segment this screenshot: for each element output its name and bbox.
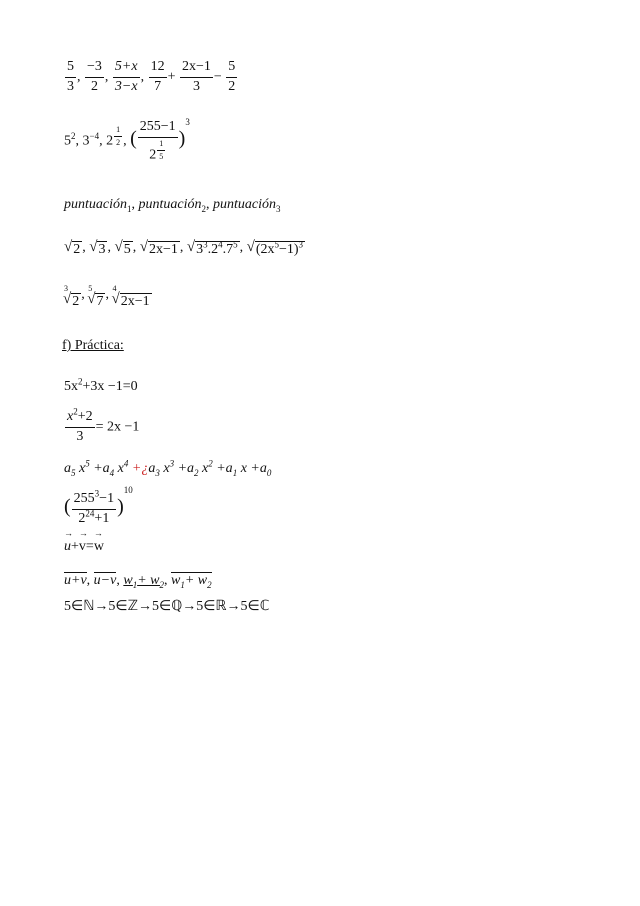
subscript-row: puntuación$_1$, puntuación$_2$, puntuación$_3$ [64,197,281,214]
powers-row: $5^2$, $3^{-4}$, 2 $^{\frac{1}{2}}$ , ( 255−1 2 $^{\frac{1}{5}}$ )$^3$ [64,117,190,163]
sqrt-5: √ 5 [114,239,131,257]
vector-v: → v [79,540,86,554]
sqrt-2x-1: √ 2x−1 [139,239,178,257]
number-sets-chain: 5∈ℕ→5∈ℤ→5∈ℚ→5∈ℝ→5∈ℂ [64,599,270,614]
fraction-255m1-over-2pow: 255−1 2 $^{\frac{1}{5}}$ [139,119,176,163]
exp-fraction-1-2: 1 2 [116,125,121,148]
roots-row: √ 2 , √ 3 , √ 5 , √ 2x−1 , √ $3^3.2^4.7^5$ , √ $(2x^5-1)^3$ [64,239,304,257]
fractions-row: $\frac{5}{3}$ , $\frac{-3}{2}$ , $\frac{5+x}{3-x}$ , $\frac{12}{7}$ + $\frac{2x-1}{3}$ − $\frac{5}{2}$ [67,59,236,94]
overline-row: u+v, u−v, $w_1+ w_2$, $w_1+ w_2$ [64,573,212,590]
vector-u: → u [64,540,71,554]
error-glyph: +¿ [131,461,149,476]
sqrt-power: √ $(2x^5-1)^3$ [246,239,304,257]
fraction-2xm1-3: $\frac{2x-1}{3}$ [181,59,211,94]
power-fraction: ( $\frac{255^3-1}{2^{24}+1}$ )$^{10}$ [64,484,133,526]
overline-u-minus-v: u−v [93,573,117,588]
fourth-root-2x-1: 4 √ 2x−1 [111,284,150,309]
equation-quadratic: $5x^2+3x -1=0$ [64,376,138,394]
polynomial: $a_5$ $x^5 +a_4$ $x^4$ $+¿a_3$ $x^3 +a_2$ $x^2 +a_1$ $x +a_0$ [64,458,272,478]
overline-w1-plus-w2: $w_1+ w_2$ [170,573,212,590]
fraction-12-7: $\frac{12}{7}$ [150,59,165,94]
underline-w1-plus-w2: $w_1+ w_2$ [123,573,164,590]
sqrt-2: √ 2 [64,239,81,257]
fraction-neg3-2: $\frac{-3}{2}$ [87,59,102,94]
sqrt-product: √ $3^3.2^4.7^5$ [186,239,238,257]
fifth-root-7: 5 √ 7 [87,284,104,309]
nth-roots-row: 3 √ 2 , 5 √ 7 , 4 √ 2x−1 [63,284,150,309]
cube-root-2: 3 √ 2 [63,284,80,309]
fraction-5px-3mx: $\frac{5+x}{3-x}$ [114,59,138,94]
fraction-5-2: $\frac{5}{2}$ [228,59,236,94]
section-title: f) Práctica: [62,338,124,353]
vector-equation: → u+→ v=→ w [64,540,104,554]
fraction-5-3: $\frac{5}{3}$ [67,59,74,94]
overline-u-plus-v: u+v [64,573,87,588]
equation-fraction: $\frac{x^2+2}{3}$ = 2x −1 [67,406,140,444]
sqrt-3: √ 3 [89,239,106,257]
vector-w: → w [94,540,104,554]
